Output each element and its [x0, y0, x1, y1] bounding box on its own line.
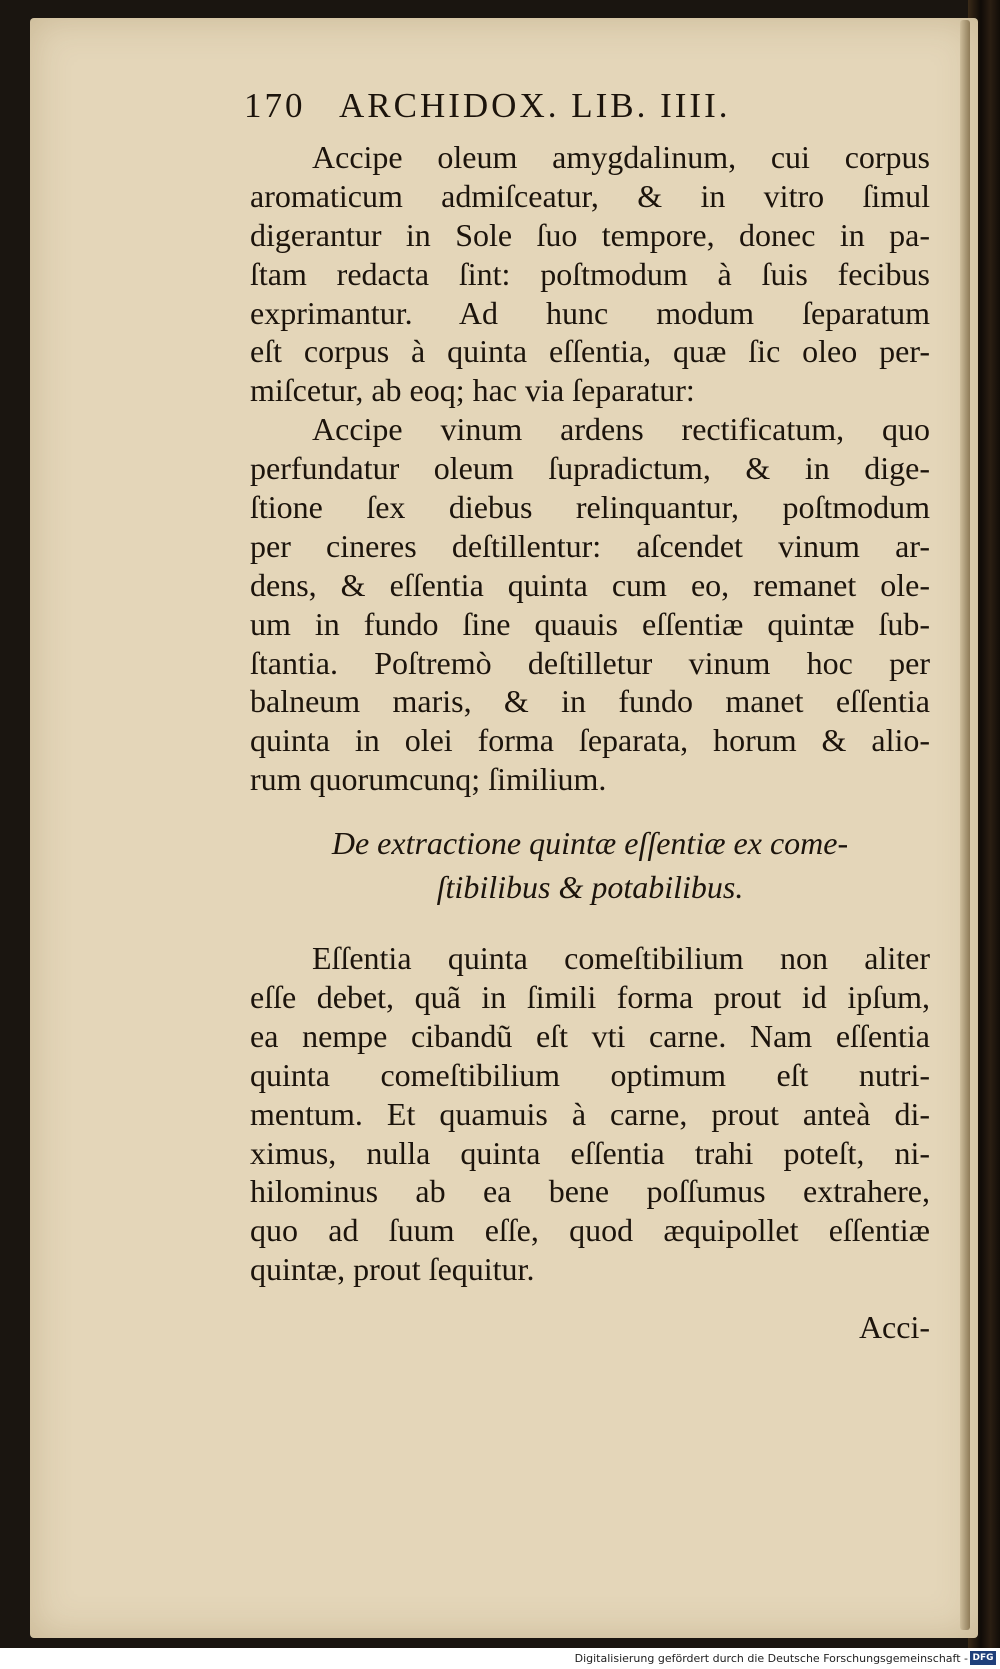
- text-line: digerantur in Sole ſuo tempore, donec in pa-: [250, 216, 930, 253]
- paragraph-2: [250, 410, 930, 799]
- text-line: quinta in olei forma ſeparata, horum & alio-: [250, 722, 930, 759]
- text-line: aromaticum admiſceatur, & in vitro ſimul: [250, 177, 930, 214]
- text-line: ſtam redacta ſint: poſtmodum à ſuis fecibus: [250, 255, 930, 292]
- text-line: hilominus ab ea bene poſſumus extrahere,: [250, 1173, 930, 1210]
- paragraph-3: [250, 939, 930, 1289]
- text-line: ſtione ſex diebus relinquantur, poſtmodum: [250, 489, 930, 526]
- catchword: Acci-: [858, 1309, 930, 1346]
- text-line: quinta comeſtibilium optimum eſt nutri-: [250, 1056, 930, 1093]
- text-line: um in fundo ſine quauis eſſentiæ quintæ ſub-: [250, 605, 930, 642]
- text-line: eſt corpus à quinta eſſentia, quæ ſic oleo per-: [250, 333, 930, 370]
- text-block: [244, 86, 930, 1347]
- paragraph-1: [250, 138, 930, 410]
- page-edge: [960, 20, 970, 1630]
- text-line: balneum maris, & in fundo manet eſſentia: [250, 683, 930, 720]
- footer-bar: [0, 1648, 1000, 1669]
- text-line: perfundatur oleum ſupradictum, & in dige-: [250, 450, 930, 487]
- text-line: quo ad ſuum eſſe, quod æquipollet eſſentiæ: [250, 1212, 930, 1249]
- text-line: ximus, nulla quinta eſſentia trahi poteſt, ni-: [250, 1134, 930, 1171]
- footer-credit: Digitalisierung gefördert durch die Deutsche Forschungsgemeinschaft -: [574, 1652, 968, 1665]
- running-head: [244, 86, 930, 138]
- text-line: quintæ, prout ſequitur.: [250, 1251, 535, 1288]
- text-line: mentum. Et quamuis à carne, prout anteà di-: [250, 1095, 930, 1132]
- page-number: 170: [244, 86, 306, 125]
- text-line: Accipe vinum ardens rectificatum, quo: [312, 411, 930, 448]
- text-line: ſtantia. Poſtremò deſtilletur vinum hoc per: [250, 644, 930, 681]
- dfg-logo: DFG: [970, 1651, 996, 1665]
- text-line: exprimantur. Ad hunc modum ſeparatum: [250, 294, 930, 331]
- text-line: miſcetur, ab eoq; hac via ſeparatur:: [250, 372, 695, 409]
- text-line: per cineres deſtillentur: aſcendet vinum ar-: [250, 527, 930, 564]
- running-head-title: ARCHIDOX. LIB. IIII.: [339, 86, 731, 125]
- section-heading-line-2: ſtibilibus & potabilibus.: [436, 869, 744, 906]
- text-line: rum quorumcunq; ſimilium.: [250, 761, 607, 798]
- section-heading-line-1: De extractione quintæ eſſentiæ ex come-: [331, 825, 849, 862]
- text-line: ea nempe cibandũ eſt vti carne. Nam eſſentia: [250, 1017, 930, 1054]
- text-line: dens, & eſſentia quinta cum eo, remanet ole-: [250, 566, 930, 603]
- text-line: Eſſentia quinta comeſtibilium non aliter: [312, 940, 930, 977]
- text-line: Accipe oleum amygdalinum, cui corpus: [312, 139, 930, 175]
- text-line: eſſe debet, quã in ſimili forma prout id ipſum,: [250, 979, 930, 1016]
